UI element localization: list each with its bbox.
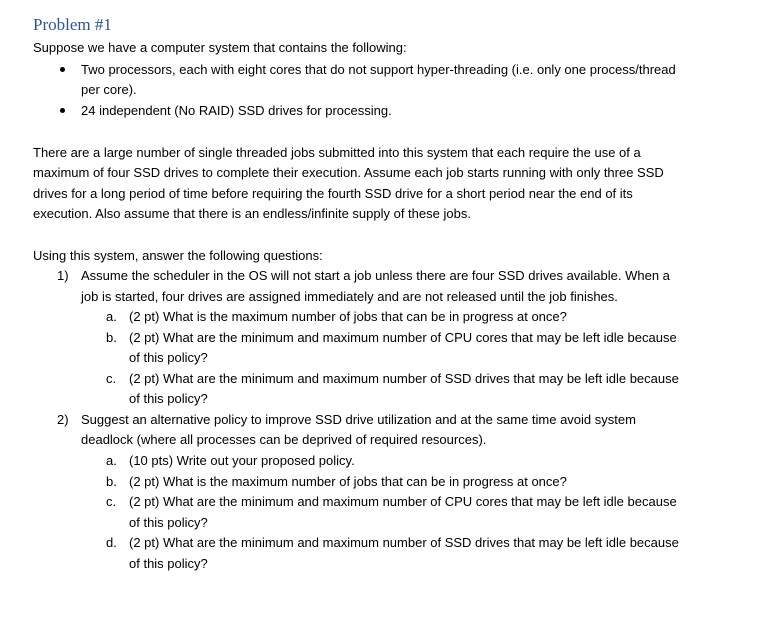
problem-title: Problem #1 xyxy=(33,15,112,34)
question-2-line-2: deadlock (where all processes can be deprived of required resources). xyxy=(81,432,487,447)
paragraph-line-2: maximum of four SSD drives to complete their execution. Assume each job starts running with only three SSD xyxy=(33,165,664,180)
using-text: Using this system, answer the following questions: xyxy=(33,248,323,263)
bullet-icon xyxy=(60,67,65,72)
q1-part-c-line-1: (2 pt) What are the minimum and maximum number of SSD drives that may be left idle because xyxy=(129,371,679,386)
q2-part-d-line-2: of this policy? xyxy=(129,556,208,571)
question-1-line-2: job is started, four drives are assigned immediately and are not released until the job finishes. xyxy=(81,289,618,304)
q1-part-a-marker: a. xyxy=(106,309,117,324)
bullet-1-line-1: Two processors, each with eight cores that do not support hyper-threading (i.e. only one process/thread xyxy=(81,62,676,77)
intro-text: Suppose we have a computer system that contains the following: xyxy=(33,40,407,55)
q1-part-b-line-2: of this policy? xyxy=(129,350,208,365)
paragraph-line-3: drives for a long period of time before requiring the fourth SSD drive for a short period near the end of its xyxy=(33,186,633,201)
q1-part-c-marker: c. xyxy=(106,371,117,386)
q2-part-b-marker: b. xyxy=(106,474,117,489)
q1-part-b-line-1: (2 pt) What are the minimum and maximum number of CPU cores that may be left idle because xyxy=(129,330,677,345)
question-2-line-1: Suggest an alternative policy to improve SSD drive utilization and at the same time avoid system xyxy=(81,412,636,427)
q2-part-b-line-1: (2 pt) What is the maximum number of jobs that can be in progress at once? xyxy=(129,474,567,489)
question-1-line-1: Assume the scheduler in the OS will not start a job unless there are four SSD drives available. When a xyxy=(81,268,670,283)
paragraph-line-1: There are a large number of single threaded jobs submitted into this system that each require the use of a xyxy=(33,145,641,160)
q2-part-d-marker: d. xyxy=(106,535,117,550)
q2-part-c-line-2: of this policy? xyxy=(129,515,208,530)
q1-part-a-line-1: (2 pt) What is the maximum number of jobs that can be in progress at once? xyxy=(129,309,567,324)
q2-part-a-marker: a. xyxy=(106,453,117,468)
q1-part-b-marker: b. xyxy=(106,330,117,345)
bullet-1-line-2: per core). xyxy=(81,82,137,97)
bullet-2-line-1: 24 independent (No RAID) SSD drives for processing. xyxy=(81,103,392,118)
bullet-icon xyxy=(60,108,65,113)
q2-part-c-line-1: (2 pt) What are the minimum and maximum number of CPU cores that may be left idle because xyxy=(129,494,677,509)
paragraph-line-4: execution. Also assume that there is an endless/infinite supply of these jobs. xyxy=(33,206,471,221)
question-2-marker: 2) xyxy=(57,412,69,427)
q2-part-c-marker: c. xyxy=(106,494,117,509)
q2-part-d-line-1: (2 pt) What are the minimum and maximum number of SSD drives that may be left idle because xyxy=(129,535,679,550)
question-1-marker: 1) xyxy=(57,268,69,283)
q2-part-a-line-1: (10 pts) Write out your proposed policy. xyxy=(129,453,355,468)
q1-part-c-line-2: of this policy? xyxy=(129,391,208,406)
